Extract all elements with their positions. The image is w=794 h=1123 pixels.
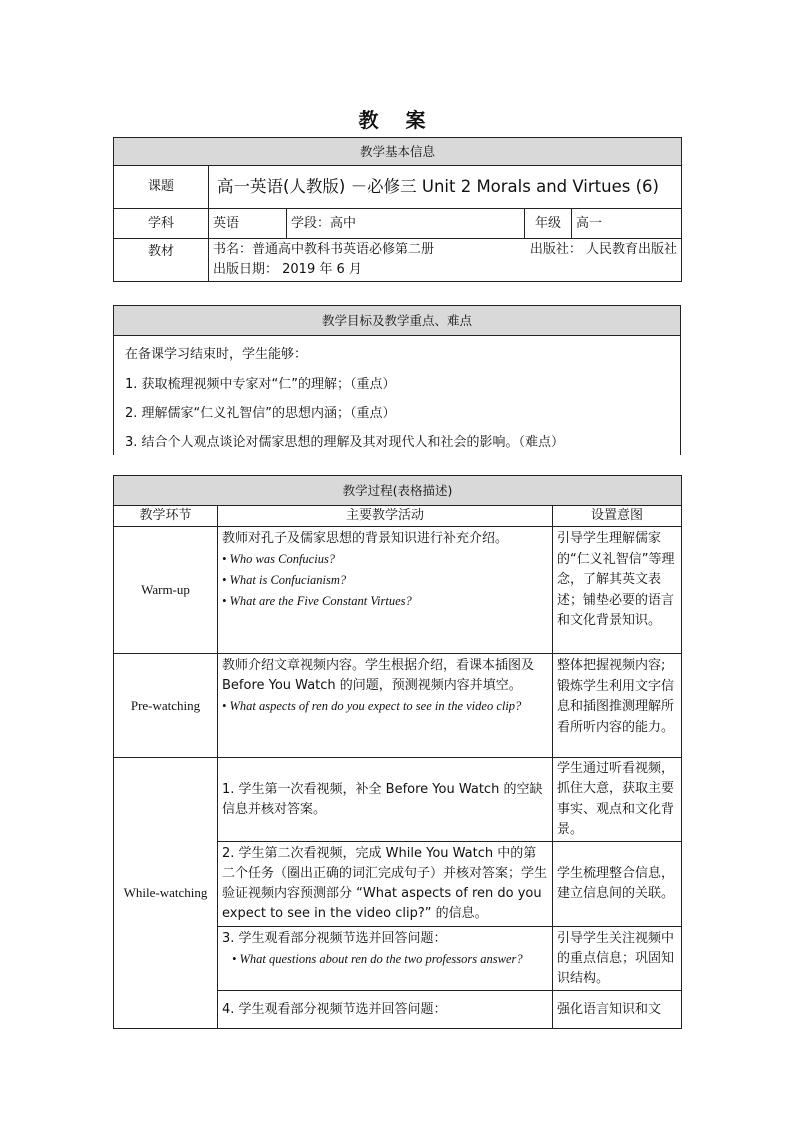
process-table bbox=[113, 475, 682, 1029]
activity-while-4: 4. 学生观看部分视频节选并回答问题： bbox=[218, 991, 553, 1029]
publisher: 出版社： 人民教育出版社 bbox=[529, 242, 678, 257]
col-intent: 设置意图 bbox=[553, 506, 682, 527]
stage-label: 学段：高中 bbox=[287, 209, 525, 239]
stage-warmup: Warm-up bbox=[114, 527, 218, 654]
intent-while-1: 学生通过听看视频，抓住大意，获取主要事实、观点和文化背景。 bbox=[553, 758, 682, 842]
process-header: 教学过程(表格描述) bbox=[114, 476, 682, 506]
warmup-question-1: • Who was Confucius? bbox=[222, 552, 336, 566]
objective-item-1: 1. 获取梳理视频中专家对“仁”的理解；（重点） bbox=[125, 377, 396, 392]
while-3-question: • What questions about ren do the two professors answer? bbox=[232, 952, 523, 966]
activity-prewatch bbox=[218, 654, 553, 758]
textbook-info bbox=[209, 239, 682, 282]
prewatch-activity-text: 教师介绍文章视频内容。学生根据介绍，看课本插图及 Before You Watch 的问题，预测视频内容并填空。 bbox=[222, 658, 535, 693]
intent-while-4: 强化语言知识和文 bbox=[553, 991, 682, 1029]
objectives-intro: 在备课学习结束时，学生能够： bbox=[125, 347, 308, 362]
topic-value: 高一英语(人教版) －必修三 Unit 2 Morals and Virtues (6) bbox=[209, 166, 682, 209]
subject-value: 英语 bbox=[209, 209, 287, 239]
stage-whilewatch: While-watching bbox=[114, 758, 218, 1029]
warmup-activity-text: 教师对孔子及儒家思想的背景知识进行补充介绍。 bbox=[222, 531, 509, 546]
table-row bbox=[114, 758, 682, 842]
book-name: 书名：普通高中教科书英语必修第二册 bbox=[213, 242, 435, 257]
objectives-header: 教学目标及教学重点、难点 bbox=[114, 306, 681, 336]
basic-info-header: 教学基本信息 bbox=[114, 138, 682, 166]
activity-warmup bbox=[218, 527, 553, 654]
prewatch-question-1: • What aspects of ren do you expect to see in the video clip? bbox=[222, 699, 522, 713]
textbook-label: 教材 bbox=[114, 239, 209, 282]
stage-prewatch: Pre-watching bbox=[114, 654, 218, 758]
objective-item-2: 2. 理解儒家“仁义礼智信”的思想内涵；（重点） bbox=[125, 406, 396, 421]
topic-label: 课题 bbox=[114, 166, 209, 209]
while-3-activity-text: 3. 学生观看部分视频节选并回答问题： bbox=[222, 931, 447, 946]
intent-while-2: 学生梳理整合信息，建立信息间的关联。 bbox=[553, 842, 682, 927]
activity-while-2: 2. 学生第二次看视频，完成 While You Watch 中的第二个任务（圈出正确的词汇完成句子）并核对答案；学生验证视频内容预测部分 “What aspects of ren do you expect to see in the video clip?” 的信息。 bbox=[218, 842, 553, 927]
col-activity: 主要教学活动 bbox=[218, 506, 553, 527]
page-title: 教 案 bbox=[358, 108, 436, 132]
grade-label: 年级 bbox=[525, 209, 572, 239]
table-row bbox=[114, 654, 682, 758]
warmup-question-2: • What is Confucianism? bbox=[222, 573, 347, 587]
col-stage: 教学环节 bbox=[114, 506, 218, 527]
warmup-question-3: • What are the Five Constant Virtues? bbox=[222, 594, 412, 608]
objective-item-3: 3. 结合个人观点谈论对儒家思想的理解及其对现代人和社会的影响。（难点） bbox=[125, 435, 565, 450]
table-row bbox=[114, 527, 682, 654]
grade-value: 高一 bbox=[572, 209, 682, 239]
intent-prewatch: 整体把握视频内容;锻炼学生利用文字信息和插图推测理解所看所听内容的能力。 bbox=[553, 654, 682, 758]
activity-while-3 bbox=[218, 927, 553, 991]
intent-warmup: 引导学生理解儒家的“仁义礼智信”等理念，了解其英文表述；铺垫必要的语言和文化背景知识。 bbox=[553, 527, 682, 654]
activity-while-1: 1. 学生第一次看视频，补全 Before You Watch 的空缺信息并核对答案。 bbox=[218, 758, 553, 842]
objectives-body bbox=[114, 336, 681, 456]
basic-info-table bbox=[113, 137, 682, 282]
intent-while-3: 引导学生关注视频中的重点信息；巩固知识结构。 bbox=[553, 927, 682, 991]
subject-label: 学科 bbox=[114, 209, 209, 239]
pub-date: 出版日期： 2019 年 6 月 bbox=[213, 262, 362, 277]
objectives-table bbox=[113, 305, 681, 455]
